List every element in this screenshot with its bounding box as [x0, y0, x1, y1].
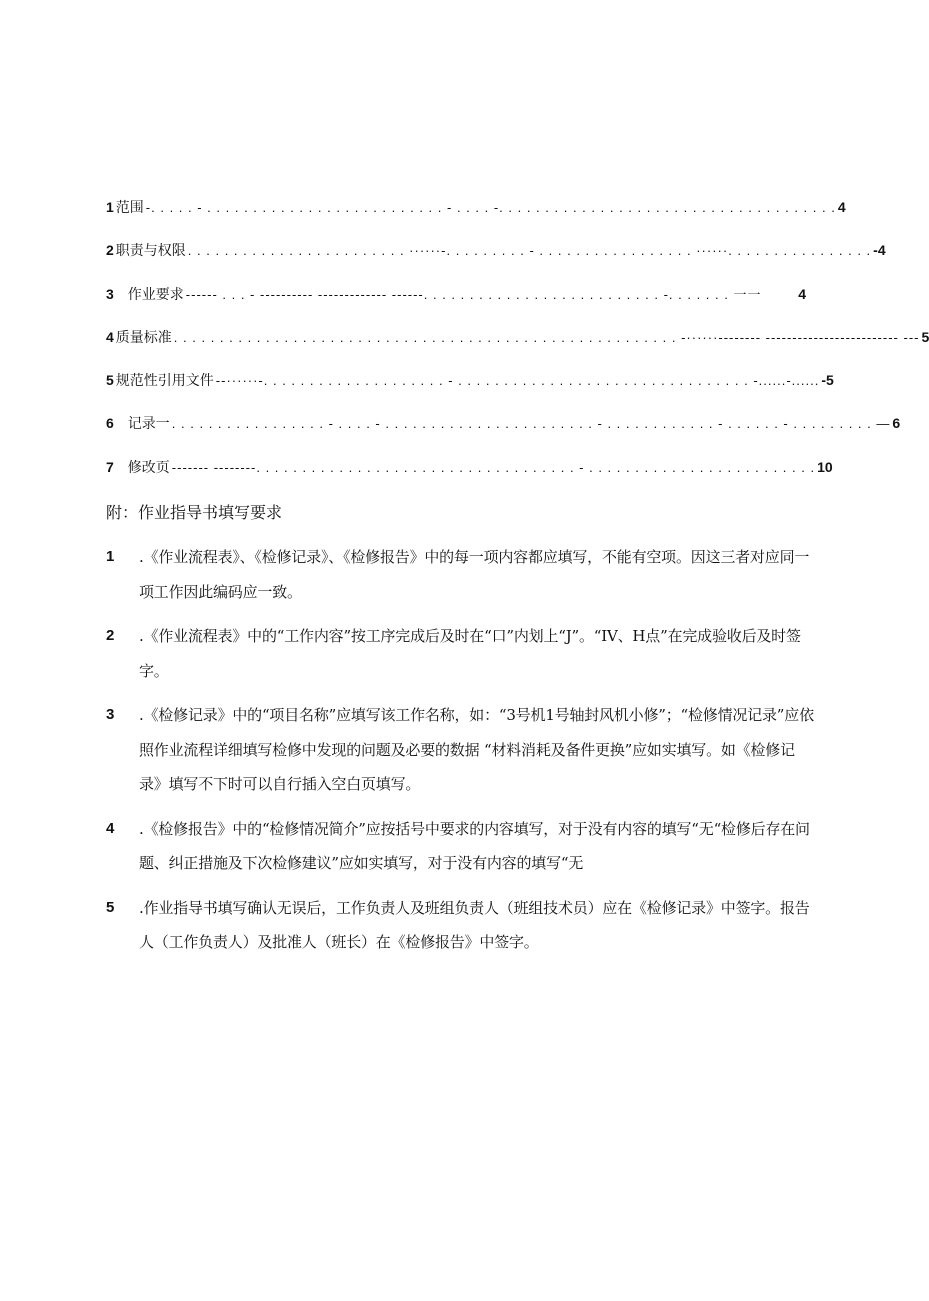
list-item — [106, 698, 814, 802]
toc-leader: . . . . . . . . . . . . . . . . . . . . . . . . ······-. . . . . . . . . - . . . . . . . . . . . . . . . . . ······. . . . . . . . . . . . . . . . — [187, 243, 872, 259]
toc-page-number: 10 — [817, 458, 833, 475]
item-number: 1 — [106, 548, 115, 565]
toc-title: 范围 — [115, 200, 144, 216]
item-text: .《检修记录》中的“项目名称”应填写该工作名称，如：“3号机1号轴封风机小修”；“检修情况记录”应依照作业流程详细填写检修中发现的问题及必要的数据 “材料消耗及备件更换”应如实填写。如《检修记录》填写不下时可以自行插入空白页填写。 — [139, 706, 814, 793]
toc-row — [106, 240, 886, 283]
list-item — [106, 540, 814, 609]
item-number: 5 — [106, 898, 115, 916]
toc-number: 2 — [106, 242, 114, 259]
list-item — [106, 891, 814, 960]
toc-page-number: 4 — [837, 199, 846, 215]
table-of-contents — [106, 197, 929, 500]
toc-number: 4 — [106, 328, 114, 345]
toc-row — [106, 370, 834, 413]
item-number: 3 — [106, 706, 115, 723]
toc-title: 作业要求 — [127, 286, 184, 303]
toc-number: 7 — [106, 458, 114, 475]
toc-title: 规范性引用文件 — [115, 373, 214, 390]
toc-title: 修改页 — [127, 459, 170, 476]
toc-leader: --······-. . . . . . . . . . . . . . . . . . . . - . . . . . . . . . . . . . . . . . . . . . . . . . . . . . . . . -......-...... — [215, 373, 820, 389]
list-item — [106, 619, 814, 688]
toc-row — [106, 413, 901, 456]
requirements-list — [106, 540, 814, 970]
toc-page-number: 5 — [921, 328, 929, 345]
toc-leader: -. . . . . - . . . . . . . . . . . . . . . . . . . . . . . . . . - . . . . -. . . . . . . . . . . . . . . . . . . . . . . . . . . . . . . . . . . . . — [145, 200, 836, 215]
list-item — [106, 812, 814, 881]
toc-row — [106, 284, 806, 327]
item-text: .作业指导书填写确认无误后，工作负责人及班组负责人（班组技术员）应在《检修记录》中签字。报告人（工作负责人）及批准人（班长）在《检修报告》中签字。 — [139, 898, 810, 951]
toc-row — [106, 457, 833, 500]
toc-title: 记录一 — [127, 416, 170, 433]
appendix-title: 附：作业指导书填写要求 — [106, 503, 283, 522]
toc-leader: ------ . . . - ---------- ------------- ------. . . . . . . . . . . . . . . . . . . . . . . . . . -. . . . . . . 一一 — [185, 286, 762, 302]
toc-leader: . . . . . . . . . . . . . . . . . - . . . . - . . . . . . . . . . . . . . . . . . . . . . . - . . . . . . . . . . . . - . . . . . . - . . . . . . . . . — — [171, 416, 891, 432]
item-number: 2 — [106, 627, 115, 644]
toc-row — [106, 197, 846, 240]
toc-page-number: 4 — [798, 285, 806, 302]
item-text: .《检修报告》中的“检修情况简介”应按括号中要求的内容填写，对于没有内容的填写“无“检修后存在问题、纠正措施及下次检修建议”应如实填写，对于没有内容的填写“无 — [139, 819, 810, 872]
toc-number: 6 — [106, 415, 114, 432]
item-number: 4 — [106, 819, 115, 837]
toc-title: 质量标准 — [115, 329, 172, 346]
toc-number: 3 — [106, 285, 114, 302]
item-text: .《作业流程表》中的“工作内容”按工序完成后及时在“口”内划上“J”。“IV、H点”在完成验收后及时签字。 — [139, 627, 801, 680]
toc-number: 5 — [106, 372, 114, 389]
toc-page-number: -5 — [821, 372, 834, 389]
toc-page-number: -4 — [873, 242, 886, 259]
toc-number: 1 — [106, 199, 114, 215]
item-text: .《作业流程表》、《检修记录》、《检修报告》中的每一项内容都应填写，不能有空项。因这三者对应同一项工作因此编码应一致。 — [139, 548, 810, 601]
toc-leader: . . . . . . . . . . . . . . . . . . . . . . . . . . . . . . . . . . . . . . . . . . . . . . . . . . . . . . . -······-------- ------------------------- --- — [173, 329, 920, 345]
toc-leader: ------- --------. . . . . . . . . . . . . . . . . . . . . . . . . . . . . . . . . . . - . . . . . . . . . . . . . . . . . . . . . . . . . — [171, 459, 816, 475]
toc-title: 职责与权限 — [115, 243, 186, 260]
toc-page-number: 6 — [892, 415, 901, 432]
toc-row — [106, 327, 929, 370]
